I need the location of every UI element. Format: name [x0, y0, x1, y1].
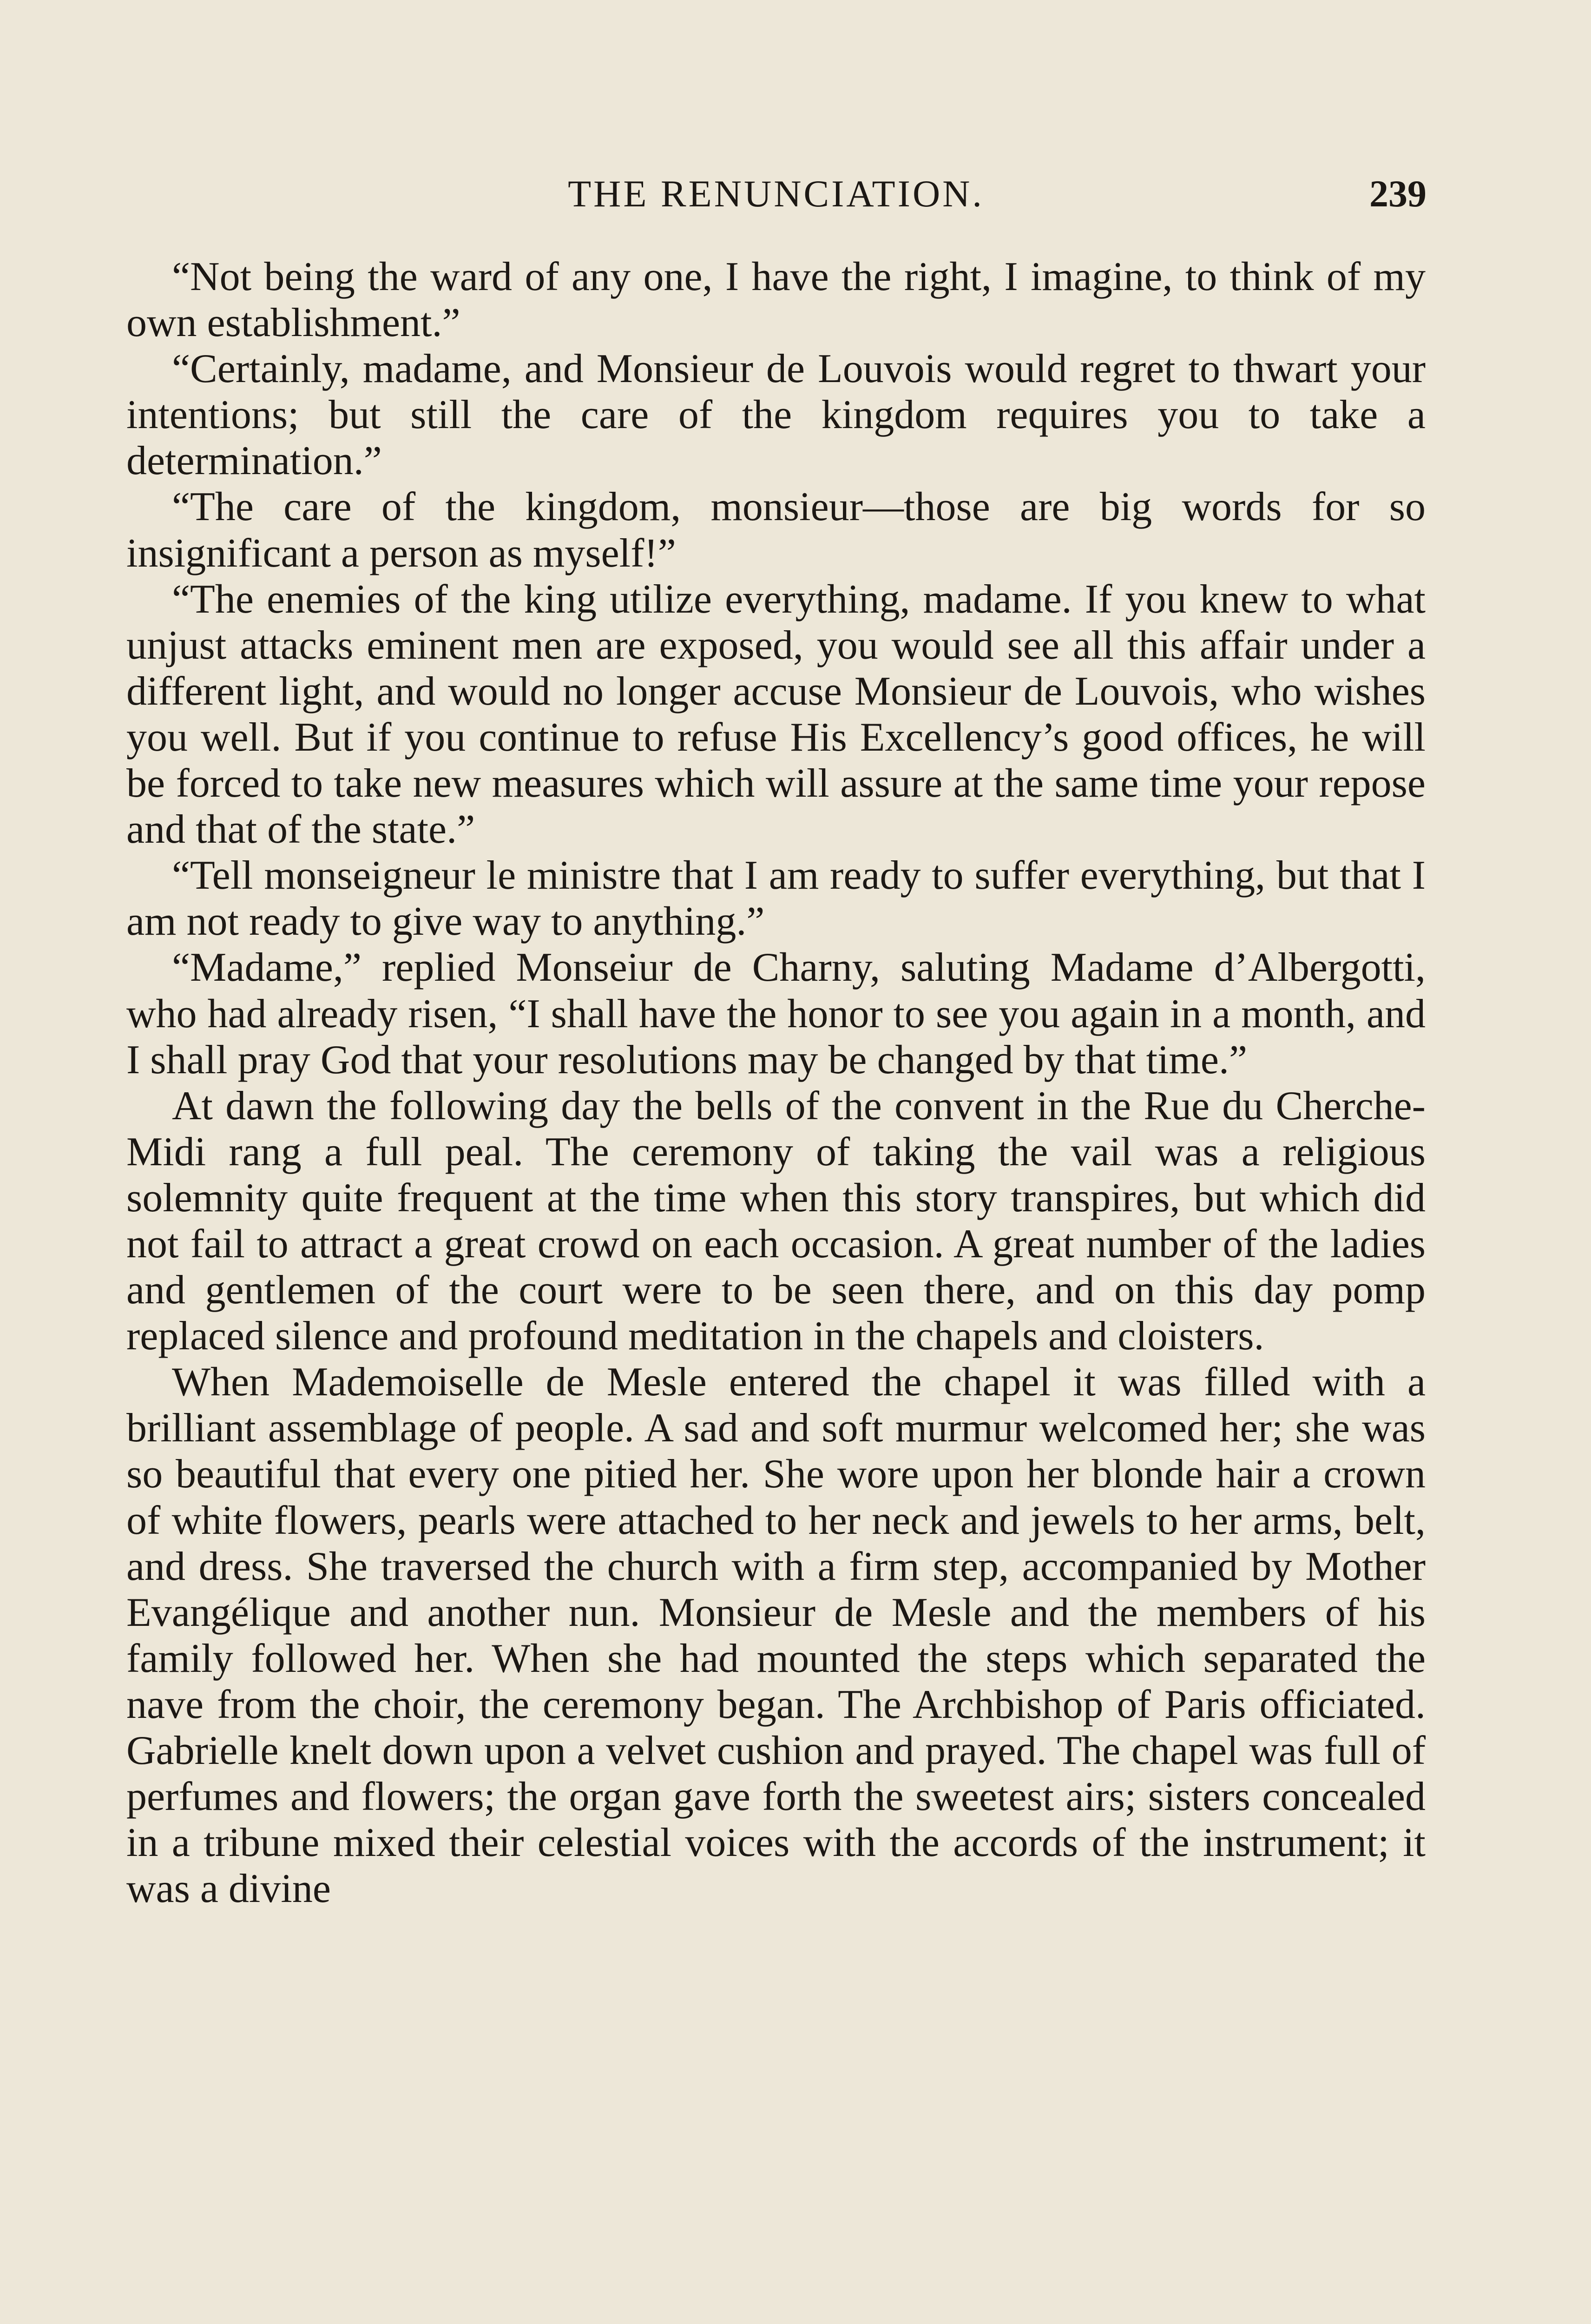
page-number: 239: [1369, 172, 1427, 215]
page-header: [125, 172, 1427, 223]
paragraph: “The enemies of the king utilize everything, madame. If you knew to what unjust attacks eminent men are exposed, you would see all this affair under a different light, and would no longer accuse Monsieur de Louvois, who wishes you well. But if you continue to refuse His Excellency’s good offices, he will be forced to take new measures which will assure at the same time your repose and that of the state.”: [126, 576, 1426, 852]
paragraph: When Mademoiselle de Mesle entered the chapel it was filled with a brilliant assemblage of people. A sad and soft murmur welcomed her; she was so beautiful that every one pitied her. She wore upon her blonde hair a crown of white flowers, pearls were attached to her neck and jewels to her arms, belt, and dress. She traversed the church with a firm step, accompanied by Mother Evangélique and another nun. Monsieur de Mesle and the members of his family followed her. When she had mounted the steps which separated the nave from the choir, the ceremony began. The Archbishop of Paris officiated. Gabrielle knelt down upon a velvet cushion and prayed. The chapel was full of perfumes and flowers; the organ gave forth the sweetest airs; sisters concealed in a tribune mixed their celestial voices with the accords of the instrument; it was a divine: [126, 1360, 1426, 1912]
body-text: [126, 254, 1426, 1912]
paragraph: “Not being the ward of any one, I have the right, I imagine, to think of my own establishment.”: [126, 254, 1426, 346]
running-head: THE RENUNCIATION.: [568, 172, 984, 215]
paragraph: “Certainly, madame, and Monsieur de Louvois would regret to thwart your intentions; but still the care of the kingdom requires you to take a determination.”: [126, 346, 1426, 484]
paragraph: “The care of the kingdom, monsieur—those are big words for so insignificant a person as myself!”: [126, 484, 1426, 576]
paragraph: At dawn the following day the bells of the convent in the Rue du Cherche-Midi rang a full peal. The ceremony of taking the vail was a religious solemnity quite frequent at the time when this story transpires, but which did not fail to attract a great crowd on each occasion. A great number of the ladies and gentlemen of the court were to be seen there, and on this day pomp replaced silence and profound meditation in the chapels and cloisters.: [126, 1083, 1426, 1359]
paragraph: “Tell monseigneur le ministre that I am ready to suffer everything, but that I am not ready to give way to anything.”: [126, 853, 1426, 944]
paragraph: “Madame,” replied Monseiur de Charny, saluting Madame d’Albergotti, who had already risen, “I shall have the honor to see you again in a month, and I shall pray God that your resolutions may be changed by that time.”: [126, 945, 1426, 1083]
